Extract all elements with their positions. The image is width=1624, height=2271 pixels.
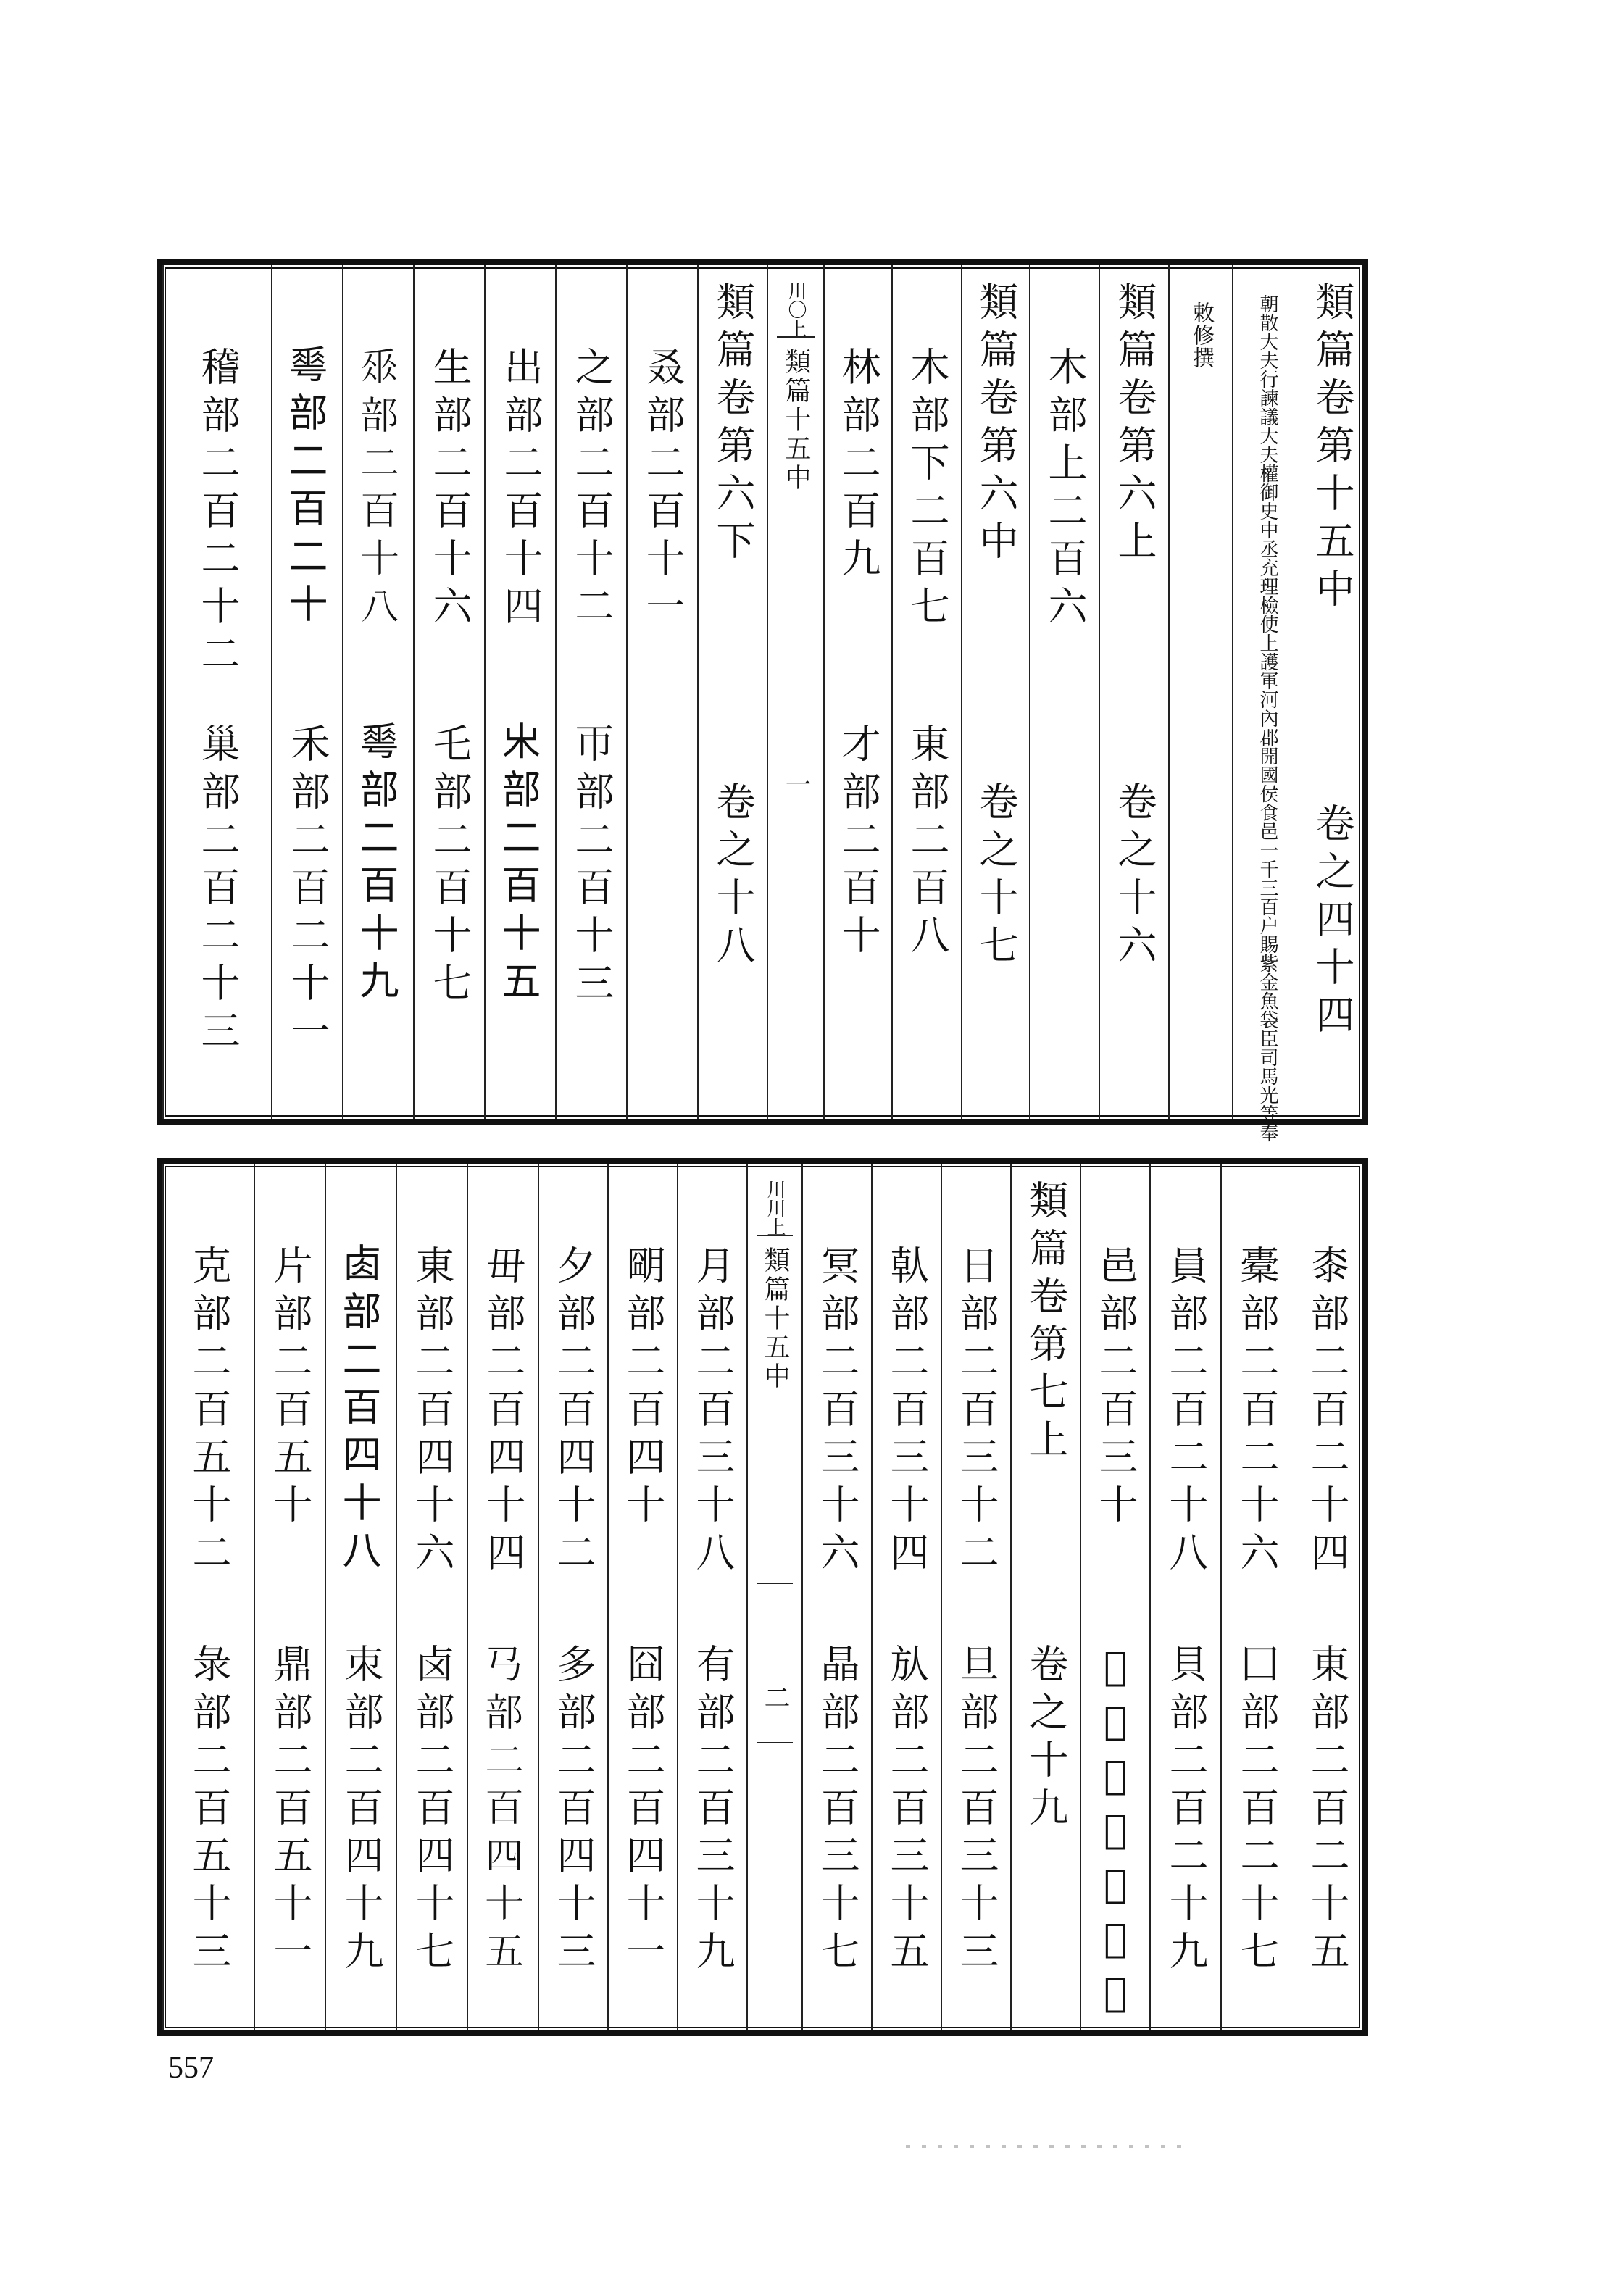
heading-column xyxy=(697,265,767,1119)
entry-column xyxy=(1291,1164,1362,2030)
radical-entry: 朿部二百四十九 xyxy=(338,1643,384,1978)
center-fold-column xyxy=(746,1164,801,2030)
entry-column xyxy=(801,1164,871,2030)
radical-entry: 出部二百十四 xyxy=(498,346,544,633)
section-volume: 卷之十六 xyxy=(1112,781,1157,972)
radical-entry: 卤部二百四十七 xyxy=(409,1643,455,1978)
entry-column xyxy=(413,265,484,1119)
entry-column xyxy=(941,1164,1010,2030)
entry-column xyxy=(162,1164,254,2030)
heading-column xyxy=(961,265,1029,1119)
entry-column xyxy=(325,1164,396,2030)
radical-entry: 貝部二百二十九 xyxy=(1163,1643,1209,1978)
radical-entry: 𣎵部二百十五 xyxy=(498,723,544,1010)
radical-entry: 林部二百九 xyxy=(836,346,881,586)
radical-entry: 月部二百三十八 xyxy=(690,1245,736,1580)
heading-column xyxy=(1099,265,1168,1119)
section-volume: 卷之十九 xyxy=(1023,1643,1069,1835)
radical-entry: 巢部二百二十三 xyxy=(195,723,241,1058)
radical-entry: 鼎部二百五十一 xyxy=(267,1643,313,1978)
radical-entry: 帀部二百十三 xyxy=(569,723,615,1010)
section-heading: 類篇卷第六上 xyxy=(1112,281,1157,568)
page-number: 557 xyxy=(168,2051,214,2085)
radical-entry: 東部二百二十五 xyxy=(1304,1643,1350,1978)
entry-column xyxy=(484,265,555,1119)
radical-entry: 有部二百三十九 xyxy=(690,1643,736,1978)
radical-entry: 橐部二百二十六 xyxy=(1234,1245,1280,1580)
radical-entry: 多部二百四十三 xyxy=(551,1643,596,1978)
scan-specks xyxy=(906,2145,1181,2148)
entry-column xyxy=(555,265,626,1119)
radical-entry: 囧部二百四十一 xyxy=(620,1643,666,1978)
radical-entry: 東部二百八 xyxy=(904,723,950,962)
entry-column xyxy=(396,1164,467,2030)
radical-entry: 晶部二百三十七 xyxy=(815,1643,860,1978)
section-heading: 類篇卷第七上 xyxy=(1023,1180,1069,1467)
entry-column xyxy=(538,1164,607,2030)
chapter-volume: 卷之四十四 xyxy=(1309,803,1355,1042)
top-panel xyxy=(157,259,1368,1142)
radical-entry: 邑部二百三十 xyxy=(1093,1245,1138,1532)
entry-column xyxy=(467,1164,538,2030)
entry-column xyxy=(626,265,697,1119)
section-volume: 卷之十七 xyxy=(973,781,1019,972)
author-line: 朝散大夫行諫議大夫權御史中丞充理檢使上護軍河內郡開國侯食邑一千三百户賜紫金魚袋臣司馬光等奉 xyxy=(1257,294,1278,1142)
radical-entry: 才部二百十 xyxy=(836,723,881,962)
radical-entry: 員部二百二十八 xyxy=(1163,1245,1209,1580)
radical-entry: 夕部二百四十二 xyxy=(551,1245,596,1580)
radical-entry: 木部下二百七 xyxy=(904,346,950,633)
radical-entry: 毌部二百四十四 xyxy=(480,1245,526,1580)
entry-column xyxy=(254,1164,325,2030)
radical-entry: 生部二百十六 xyxy=(427,346,472,633)
radical-entry: 乇部二百十七 xyxy=(427,723,472,1010)
entry-column xyxy=(271,265,342,1119)
bottom-panel xyxy=(157,1158,1368,2036)
radical-entry: 稽部二百二十二 xyxy=(195,346,241,681)
radical-entry: 𠌶部二百二十 xyxy=(285,346,330,633)
fold-title: 類篇十五中 xyxy=(760,1246,790,1391)
center-fold-column xyxy=(767,265,823,1119)
author-column xyxy=(1232,265,1302,1142)
entry-column xyxy=(677,1164,746,2030)
section-heading: 類篇卷第六下 xyxy=(710,281,756,568)
entry-column xyxy=(607,1164,677,2030)
radical-entry: 之部二百十二 xyxy=(569,346,615,633)
radical-entry: 日部二百三十二 xyxy=(954,1245,999,1580)
entry-column xyxy=(1080,1164,1149,2030)
fold-mark: 川川上 xyxy=(764,1180,786,1236)
radical-entry: 克部二百五十二 xyxy=(186,1245,232,1580)
entry-column xyxy=(342,265,413,1119)
radical-entry: 彔部二百五十三 xyxy=(186,1643,232,1978)
fold-title: 類篇十五中 xyxy=(781,348,811,493)
fold-folio: 二 xyxy=(760,1684,790,1713)
entry-column xyxy=(1149,1164,1220,2030)
entry-column xyxy=(1220,1164,1291,2030)
radical-entry: 倝部二百三十四 xyxy=(884,1245,930,1580)
heading-column xyxy=(1010,1164,1080,2030)
radical-entry: 旦部二百三十三 xyxy=(954,1643,999,1978)
entry-column xyxy=(162,265,271,1119)
entry-column xyxy=(1029,265,1099,1119)
radical-entry: 禾部二百二十一 xyxy=(285,723,330,1058)
editor-column xyxy=(1168,265,1232,1119)
fold-folio: 一 xyxy=(781,771,811,800)
radical-entry: 叒部二百十一 xyxy=(640,346,686,633)
entry-column xyxy=(891,265,961,1119)
radical-entry: 𠂹部二百十八 xyxy=(356,346,401,633)
section-heading: 類篇卷第六中 xyxy=(973,281,1019,568)
radical-entry: 桼部二百二十四 xyxy=(1304,1245,1350,1580)
entry-column xyxy=(823,265,891,1119)
radical-entry: 冥部二百三十六 xyxy=(815,1245,860,1580)
radical-entry: 朙部二百四十 xyxy=(620,1245,666,1532)
radical-entry: 𠧪部二百四十八 xyxy=(338,1245,384,1580)
entry-column xyxy=(871,1164,941,2030)
radical-entry: 𢎘部二百四十五 xyxy=(480,1643,526,1978)
title-column xyxy=(1302,265,1362,1119)
radical-entry: 𠌶部二百十九 xyxy=(356,723,401,1010)
fold-mark: 川〇上 xyxy=(785,281,807,338)
radical-entry: 木部上二百六 xyxy=(1042,346,1088,633)
radical-entry: 囗部二百二十七 xyxy=(1234,1643,1280,1978)
radical-entry: 片部二百五十 xyxy=(267,1245,313,1532)
radical-entry: 㫃部二百三十五 xyxy=(884,1643,930,1978)
section-volume: 卷之十八 xyxy=(710,781,756,972)
radical-entry: 東部二百四十六 xyxy=(409,1245,455,1580)
chapter-title: 類篇卷第十五中 xyxy=(1309,281,1355,616)
radical-entry: 𨛜部二百三十一 xyxy=(1093,1643,1138,2024)
editor-label: 敕修撰 xyxy=(1188,301,1214,369)
